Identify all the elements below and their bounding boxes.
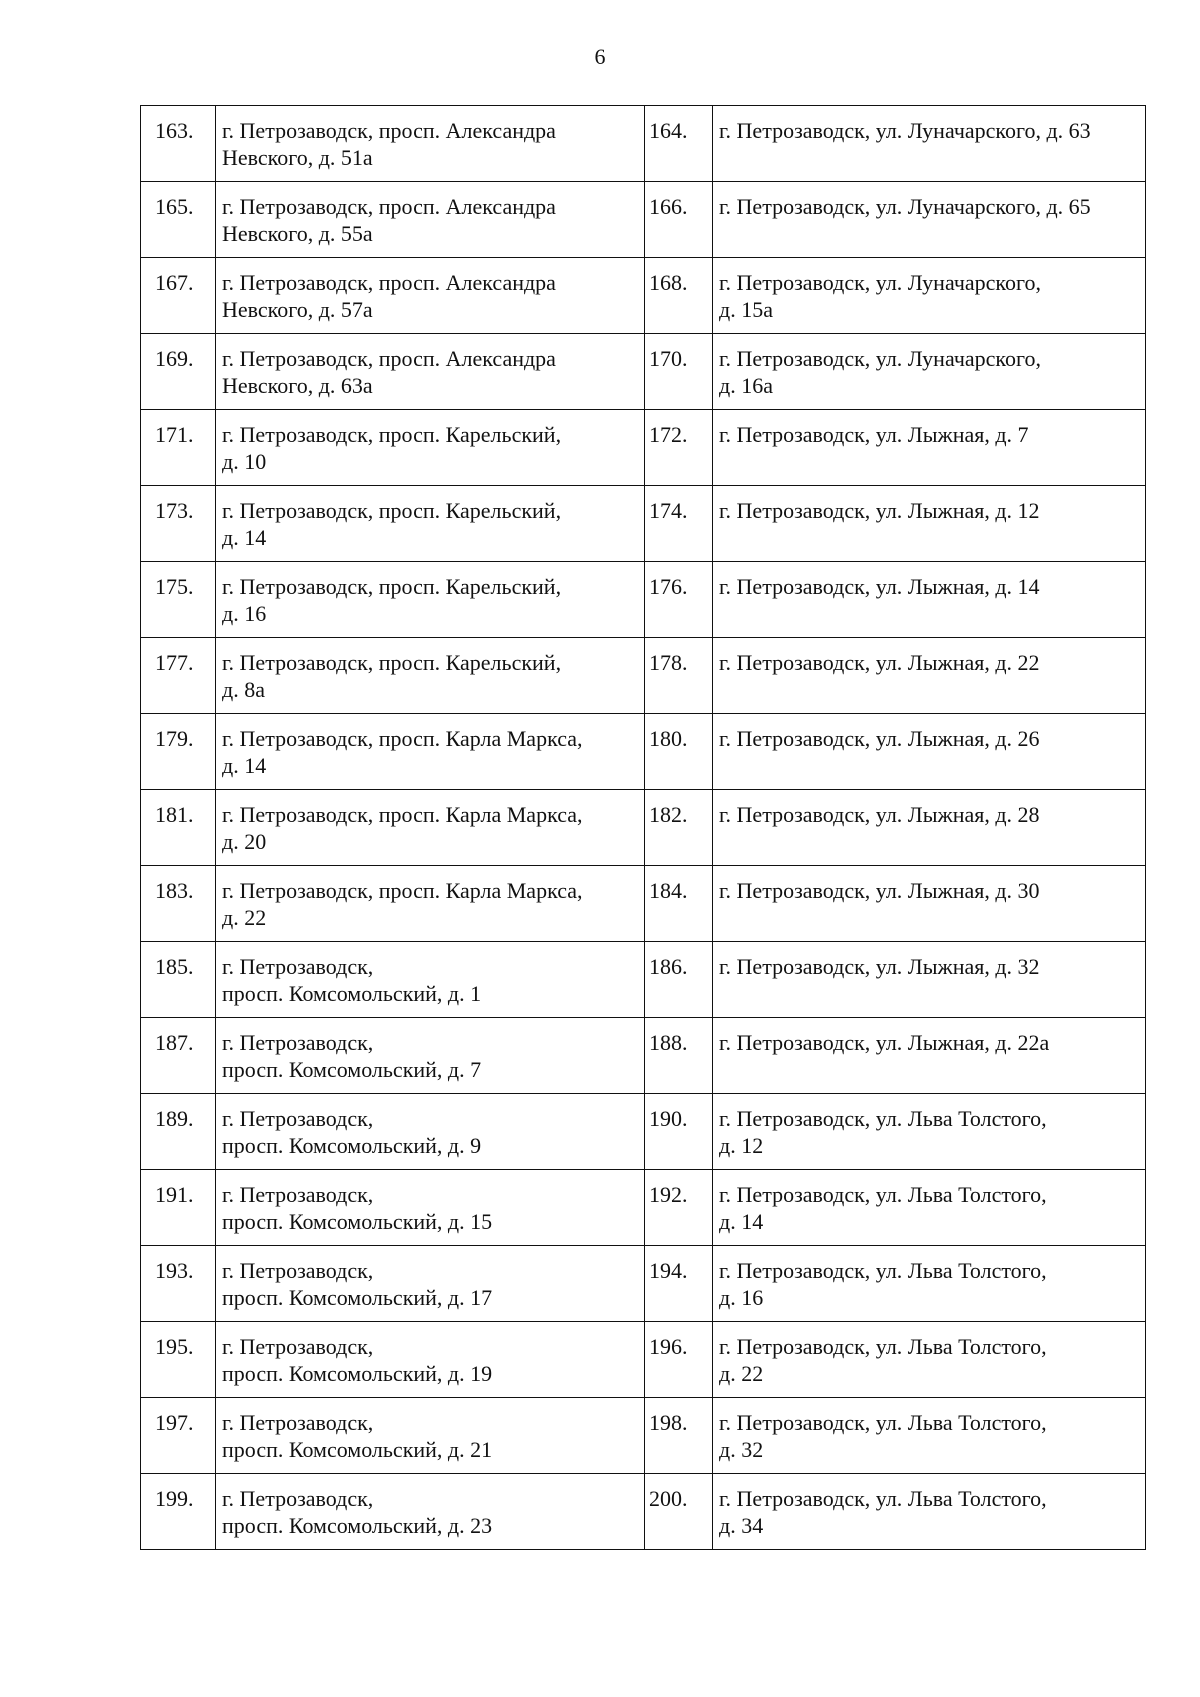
right-entry-address	[713, 1170, 1146, 1246]
right-entry-number: 178.	[645, 638, 713, 714]
address-line: д. 10	[222, 449, 267, 474]
right-entry-address	[713, 942, 1146, 1018]
left-entry-number: 173.	[141, 486, 216, 562]
address-line: просп. Комсомольский, д. 19	[222, 1361, 493, 1386]
address-line: д. 20	[222, 829, 267, 854]
address-line: г. Петрозаводск, ул. Луначарского,	[719, 270, 1041, 295]
table-row	[141, 486, 1146, 562]
address-line: д. 22	[222, 905, 267, 930]
address-line: г. Петрозаводск, ул. Льва Толстого,	[719, 1258, 1047, 1283]
right-entry-address	[713, 410, 1146, 486]
left-entry-number: 197.	[141, 1398, 216, 1474]
right-entry-number: 198.	[645, 1398, 713, 1474]
address-line: г. Петрозаводск, ул. Луначарского,	[719, 346, 1041, 371]
address-line: г. Петрозаводск, ул. Льва Толстого,	[719, 1486, 1047, 1511]
left-entry-address	[216, 866, 645, 942]
address-line: г. Петрозаводск, просп. Карельский,	[222, 498, 562, 523]
left-entry-number: 199.	[141, 1474, 216, 1550]
address-line: г. Петрозаводск, просп. Карельский,	[222, 574, 562, 599]
right-entry-address	[713, 714, 1146, 790]
address-line: г. Петрозаводск, ул. Лыжная, д. 22а	[719, 1030, 1050, 1055]
left-entry-address	[216, 1246, 645, 1322]
right-entry-address	[713, 1018, 1146, 1094]
left-entry-number: 181.	[141, 790, 216, 866]
right-entry-address	[713, 790, 1146, 866]
address-line: г. Петрозаводск, ул. Лыжная, д. 30	[719, 878, 1040, 903]
address-line: г. Петрозаводск,	[222, 1182, 374, 1207]
address-line: просп. Комсомольский, д. 23	[222, 1513, 493, 1538]
left-entry-number: 191.	[141, 1170, 216, 1246]
left-entry-number: 177.	[141, 638, 216, 714]
left-entry-number: 187.	[141, 1018, 216, 1094]
left-entry-address	[216, 334, 645, 410]
table-row	[141, 334, 1146, 410]
left-entry-number: 185.	[141, 942, 216, 1018]
address-table	[140, 105, 1146, 1550]
right-entry-number: 176.	[645, 562, 713, 638]
right-entry-number: 168.	[645, 258, 713, 334]
left-entry-number: 167.	[141, 258, 216, 334]
address-line: д. 34	[719, 1513, 764, 1538]
right-entry-number: 186.	[645, 942, 713, 1018]
address-line: Невского, д. 55а	[222, 221, 373, 246]
page-number: 6	[594, 44, 606, 69]
table-row	[141, 866, 1146, 942]
right-entry-address	[713, 1246, 1146, 1322]
address-line: д. 22	[719, 1361, 764, 1386]
address-line: д. 15а	[719, 297, 773, 322]
table-row	[141, 1094, 1146, 1170]
address-line: г. Петрозаводск, просп. Александра	[222, 194, 556, 219]
address-line: д. 16а	[719, 373, 773, 398]
left-entry-number: 175.	[141, 562, 216, 638]
address-line: г. Петрозаводск, ул. Льва Толстого,	[719, 1410, 1047, 1435]
address-line: г. Петрозаводск,	[222, 1030, 374, 1055]
address-line: г. Петрозаводск,	[222, 954, 374, 979]
left-entry-address	[216, 410, 645, 486]
address-line: г. Петрозаводск, ул. Лыжная, д. 14	[719, 574, 1040, 599]
address-line: г. Петрозаводск, ул. Лыжная, д. 28	[719, 802, 1040, 827]
address-line: г. Петрозаводск, ул. Льва Толстого,	[719, 1106, 1047, 1131]
left-entry-address	[216, 1398, 645, 1474]
address-line: д. 32	[719, 1437, 764, 1462]
address-line: г. Петрозаводск, ул. Лыжная, д. 7	[719, 422, 1029, 447]
address-line: г. Петрозаводск, ул. Льва Толстого,	[719, 1182, 1047, 1207]
address-line: г. Петрозаводск, просп. Карельский,	[222, 650, 562, 675]
left-entry-address	[216, 258, 645, 334]
right-entry-address	[713, 1322, 1146, 1398]
table-row	[141, 942, 1146, 1018]
address-line: просп. Комсомольский, д. 7	[222, 1057, 482, 1082]
address-line: г. Петрозаводск,	[222, 1410, 374, 1435]
left-entry-address	[216, 1474, 645, 1550]
right-entry-address	[713, 334, 1146, 410]
left-entry-address	[216, 486, 645, 562]
address-line: просп. Комсомольский, д. 1	[222, 981, 482, 1006]
right-entry-address	[713, 866, 1146, 942]
address-line: г. Петрозаводск, ул. Луначарского, д. 63	[719, 118, 1091, 143]
left-entry-number: 183.	[141, 866, 216, 942]
address-line: г. Петрозаводск,	[222, 1258, 374, 1283]
address-line: г. Петрозаводск, ул. Лыжная, д. 12	[719, 498, 1040, 523]
address-line: г. Петрозаводск,	[222, 1486, 374, 1511]
table-row	[141, 1246, 1146, 1322]
address-line: г. Петрозаводск, просп. Александра	[222, 270, 556, 295]
address-line: г. Петрозаводск, просп. Карла Маркса,	[222, 878, 583, 903]
table-row	[141, 790, 1146, 866]
right-entry-number: 172.	[645, 410, 713, 486]
right-entry-address	[713, 106, 1146, 182]
address-line: г. Петрозаводск, ул. Льва Толстого,	[719, 1334, 1047, 1359]
address-line: д. 12	[719, 1133, 764, 1158]
right-entry-number: 182.	[645, 790, 713, 866]
right-entry-number: 200.	[645, 1474, 713, 1550]
table-row	[141, 1474, 1146, 1550]
left-entry-address	[216, 1018, 645, 1094]
left-entry-number: 195.	[141, 1322, 216, 1398]
address-line: д. 14	[719, 1209, 764, 1234]
address-line: д. 16	[222, 601, 267, 626]
right-entry-number: 174.	[645, 486, 713, 562]
left-entry-address	[216, 942, 645, 1018]
table-row	[141, 410, 1146, 486]
address-line: д. 8а	[222, 677, 265, 702]
right-entry-number: 188.	[645, 1018, 713, 1094]
left-entry-address	[216, 182, 645, 258]
left-entry-address	[216, 714, 645, 790]
address-line: просп. Комсомольский, д. 17	[222, 1285, 493, 1310]
right-entry-number: 180.	[645, 714, 713, 790]
address-table-body	[141, 106, 1146, 1550]
left-entry-number: 165.	[141, 182, 216, 258]
address-line: г. Петрозаводск, просп. Карла Маркса,	[222, 802, 583, 827]
address-line: Невского, д. 57а	[222, 297, 373, 322]
right-entry-number: 190.	[645, 1094, 713, 1170]
left-entry-address	[216, 562, 645, 638]
right-entry-address	[713, 258, 1146, 334]
right-entry-number: 196.	[645, 1322, 713, 1398]
right-entry-address	[713, 562, 1146, 638]
address-line: д. 14	[222, 525, 267, 550]
address-line: г. Петрозаводск, ул. Лыжная, д. 26	[719, 726, 1040, 751]
address-line: Невского, д. 63а	[222, 373, 373, 398]
address-line: г. Петрозаводск, ул. Луначарского, д. 65	[719, 194, 1091, 219]
table-row	[141, 562, 1146, 638]
right-entry-number: 166.	[645, 182, 713, 258]
address-line: просп. Комсомольский, д. 21	[222, 1437, 493, 1462]
left-entry-number: 163.	[141, 106, 216, 182]
left-entry-address	[216, 1170, 645, 1246]
address-line: просп. Комсомольский, д. 15	[222, 1209, 493, 1234]
right-entry-address	[713, 486, 1146, 562]
left-entry-address	[216, 638, 645, 714]
left-entry-address	[216, 1094, 645, 1170]
address-line: г. Петрозаводск,	[222, 1106, 374, 1131]
address-line: г. Петрозаводск,	[222, 1334, 374, 1359]
table-row	[141, 1398, 1146, 1474]
table-row	[141, 714, 1146, 790]
address-line: г. Петрозаводск, просп. Александра	[222, 346, 556, 371]
table-row	[141, 1170, 1146, 1246]
table-row	[141, 638, 1146, 714]
right-entry-number: 170.	[645, 334, 713, 410]
table-row	[141, 1322, 1146, 1398]
address-line: Невского, д. 51а	[222, 145, 373, 170]
right-entry-number: 192.	[645, 1170, 713, 1246]
table-row	[141, 106, 1146, 182]
left-entry-number: 193.	[141, 1246, 216, 1322]
right-entry-address	[713, 182, 1146, 258]
left-entry-number: 171.	[141, 410, 216, 486]
right-entry-number: 194.	[645, 1246, 713, 1322]
table-row	[141, 258, 1146, 334]
address-line: г. Петрозаводск, просп. Карельский,	[222, 422, 562, 447]
table-row	[141, 182, 1146, 258]
right-entry-number: 164.	[645, 106, 713, 182]
right-entry-address	[713, 1474, 1146, 1550]
right-entry-address	[713, 1398, 1146, 1474]
left-entry-number: 189.	[141, 1094, 216, 1170]
left-entry-address	[216, 1322, 645, 1398]
address-line: д. 14	[222, 753, 267, 778]
right-entry-address	[713, 1094, 1146, 1170]
address-line: просп. Комсомольский, д. 9	[222, 1133, 482, 1158]
left-entry-number: 169.	[141, 334, 216, 410]
left-entry-address	[216, 790, 645, 866]
address-line: д. 16	[719, 1285, 764, 1310]
table-row	[141, 1018, 1146, 1094]
address-line: г. Петрозаводск, ул. Лыжная, д. 32	[719, 954, 1040, 979]
left-entry-number: 179.	[141, 714, 216, 790]
address-line: г. Петрозаводск, ул. Лыжная, д. 22	[719, 650, 1040, 675]
right-entry-address	[713, 638, 1146, 714]
left-entry-address	[216, 106, 645, 182]
address-line: г. Петрозаводск, просп. Карла Маркса,	[222, 726, 583, 751]
right-entry-number: 184.	[645, 866, 713, 942]
address-line: г. Петрозаводск, просп. Александра	[222, 118, 556, 143]
